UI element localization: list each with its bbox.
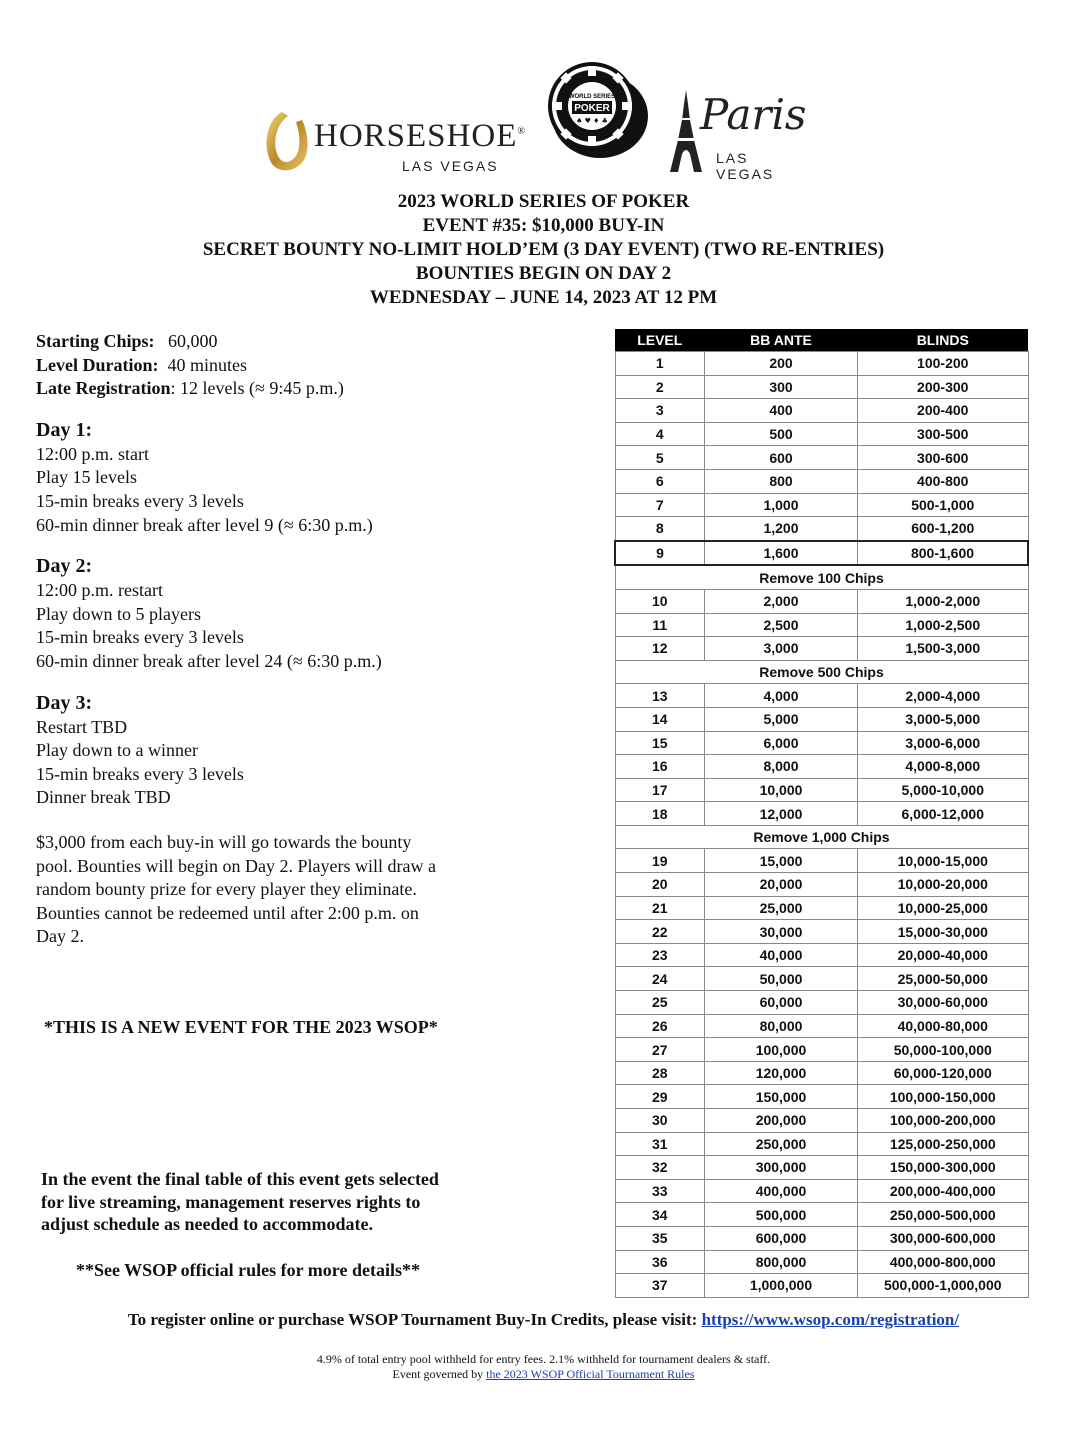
level-cell: 20 [615,873,705,897]
table-row [615,1085,1028,1109]
blinds-cell: 10,000-20,000 [858,873,1029,897]
blinds-cell: 300-600 [858,446,1029,470]
bb-ante-cell: 600,000 [705,1226,858,1250]
table-row [615,755,1028,779]
table-row [615,873,1028,897]
blind-structure-table [614,329,1029,1298]
fees-text: 4.9% of total entry pool withheld for entry fees. 2.1% withheld for tournament dealers & staff. [316,1352,771,1366]
bb-ante-cell: 1,600 [705,541,858,566]
blinds-cell: 1,000-2,000 [858,589,1029,613]
chip-removal-row [615,825,1028,849]
blinds-cell: 30,000-60,000 [858,991,1029,1015]
level-cell: 1 [615,352,705,376]
blinds-cell: 5,000-10,000 [858,778,1029,802]
table-row [615,1109,1028,1133]
level-cell: 27 [615,1038,705,1062]
table-row [615,637,1028,661]
bb-ante-cell: 300 [705,375,858,399]
level-cell: 28 [615,1061,705,1085]
day2-line: 15-min breaks every 3 levels [36,627,244,648]
see-rules-note: **See WSOP official rules for more details** [76,1260,420,1280]
blinds-cell: 250,000-500,000 [858,1203,1029,1227]
header-blinds: BLINDS [858,329,1029,352]
blinds-cell: 25,000-50,000 [858,967,1029,991]
day3-title: Day 3: [36,691,93,714]
table-row [615,541,1028,566]
bb-ante-cell: 400 [705,399,858,423]
chip-suits: ♠ ♥ ♦ ♣ [576,117,608,125]
level-cell: 15 [615,731,705,755]
day3-line: 15-min breaks every 3 levels [36,763,244,784]
blinds-cell: 10,000-25,000 [858,896,1029,920]
blinds-cell: 200,000-400,000 [858,1179,1029,1203]
blinds-cell: 500-1,000 [858,493,1029,517]
header-line-3: SECRET BOUNTY NO-LIMIT HOLD’EM (3 DAY EVENT) (TWO RE-ENTRIES) [202,239,885,260]
chip-main-text: POKER [574,103,610,114]
table-row [615,991,1028,1015]
day2-title: Day 2: [36,555,93,578]
table-row [615,375,1028,399]
official-rules-link[interactable]: the 2023 WSOP Official Tournament Rules [486,1367,695,1381]
chip-removal-note: Remove 500 Chips [615,660,1028,684]
level-cell: 22 [615,920,705,944]
chip-removal-row [615,660,1028,684]
bb-ante-cell: 1,200 [705,517,858,541]
blinds-cell: 200-300 [858,375,1029,399]
bb-ante-cell: 120,000 [705,1061,858,1085]
blinds-cell: 500,000-1,000,000 [858,1274,1029,1298]
level-cell: 17 [615,778,705,802]
bb-ante-cell: 20,000 [705,873,858,897]
bb-ante-cell: 15,000 [705,849,858,873]
blinds-cell: 1,500-3,000 [858,637,1029,661]
blinds-cell: 200-400 [858,399,1029,423]
level-cell: 26 [615,1014,705,1038]
blinds-cell: 400-800 [858,469,1029,493]
level-duration: Level Duration: 40 minutes [36,354,247,375]
stream-line: for live streaming, management reserves rights to [41,1191,421,1212]
event-details [36,330,596,949]
level-cell: 35 [615,1226,705,1250]
bb-ante-cell: 200,000 [705,1109,858,1133]
table-row [615,613,1028,637]
table-row [615,517,1028,541]
bb-ante-cell: 400,000 [705,1179,858,1203]
table-row [615,493,1028,517]
day2-line: 12:00 p.m. restart [36,580,163,601]
day1-line: Play 15 levels [36,467,137,488]
horseshoe-icon [262,110,312,174]
day3-line: Play down to a winner [36,740,198,761]
level-cell: 31 [615,1132,705,1156]
bb-ante-cell: 600 [705,446,858,470]
level-cell: 30 [615,1109,705,1133]
bb-ante-cell: 2,000 [705,589,858,613]
table-row [615,1038,1028,1062]
chip-top-text: WORLD SERIES [568,94,616,100]
bb-ante-cell: 50,000 [705,967,858,991]
level-cell: 12 [615,637,705,661]
table-body [615,352,1028,1298]
bb-ante-cell: 100,000 [705,1038,858,1062]
new-event-note: *THIS IS A NEW EVENT FOR THE 2023 WSOP* [44,1017,438,1037]
level-cell: 5 [615,446,705,470]
table-row [615,896,1028,920]
bb-ante-cell: 5,000 [705,707,858,731]
bb-ante-cell: 3,000 [705,637,858,661]
level-cell: 6 [615,469,705,493]
level-cell: 8 [615,517,705,541]
table-row [615,589,1028,613]
level-cell: 2 [615,375,705,399]
table-row [615,1203,1028,1227]
level-cell: 36 [615,1250,705,1274]
bb-ante-cell: 30,000 [705,920,858,944]
level-cell: 29 [615,1085,705,1109]
table-row [615,1014,1028,1038]
level-cell: 24 [615,967,705,991]
blinds-cell: 1,000-2,500 [858,613,1029,637]
level-cell: 32 [615,1156,705,1180]
day1-line: 12:00 p.m. start [36,443,149,464]
level-cell: 9 [615,541,705,566]
table-row [615,1274,1028,1298]
level-cell: 3 [615,399,705,423]
blinds-cell: 125,000-250,000 [858,1132,1029,1156]
bb-ante-cell: 4,000 [705,684,858,708]
bb-ante-cell: 1,000 [705,493,858,517]
paris-logo [660,90,807,182]
level-cell: 16 [615,755,705,779]
chip-removal-row [615,565,1028,589]
blinds-cell: 100,000-200,000 [858,1109,1029,1133]
day3-line: Dinner break TBD [36,787,171,808]
table-row [615,778,1028,802]
table-row [615,399,1028,423]
table-row [615,352,1028,376]
blinds-cell: 2,000-4,000 [858,684,1029,708]
table-row [615,731,1028,755]
table-row [615,684,1028,708]
header-line-4: BOUNTIES BEGIN ON DAY 2 [415,263,672,284]
blinds-cell: 100,000-150,000 [858,1085,1029,1109]
level-cell: 7 [615,493,705,517]
bb-ante-cell: 200 [705,352,858,376]
level-cell: 19 [615,849,705,873]
bb-ante-cell: 150,000 [705,1085,858,1109]
stream-line: adjust schedule as needed to accommodate. [41,1214,373,1234]
bb-ante-cell: 6,000 [705,731,858,755]
bb-ante-cell: 500 [705,422,858,446]
day3-line: Restart TBD [36,716,128,737]
blinds-cell: 4,000-8,000 [858,755,1029,779]
registration-link[interactable]: https://www.wsop.com/registration/ [701,1310,960,1329]
horseshoe-wordmark: HORSESHOE® [314,118,526,154]
header-line-1: 2023 WORLD SERIES OF POKER [397,191,690,212]
level-cell: 13 [615,684,705,708]
blinds-cell: 20,000-40,000 [858,943,1029,967]
header-bb-ante: BB ANTE [705,329,858,352]
bb-ante-cell: 80,000 [705,1014,858,1038]
header-line-2: EVENT #35: $10,000 BUY-IN [422,215,665,236]
blinds-cell: 800-1,600 [858,541,1029,566]
chip-removal-note: Remove 100 Chips [615,565,1028,589]
day2-line: Play down to 5 players [36,603,201,624]
level-cell: 10 [615,589,705,613]
blinds-cell: 150,000-300,000 [858,1156,1029,1180]
registration-footer [0,1310,1087,1330]
bounty-description [36,831,596,949]
table-row [615,849,1028,873]
level-cell: 4 [615,422,705,446]
bounty-line: pool. Bounties will begin on Day 2. Players will draw a [36,855,436,876]
level-cell: 34 [615,1203,705,1227]
day2-line: 60-min dinner break after level 24 (≈ 6:30 p.m.) [36,650,382,671]
blinds-cell: 50,000-100,000 [858,1038,1029,1062]
logo-bar [0,60,1087,185]
table-row [615,1061,1028,1085]
blinds-cell: 300,000-600,000 [858,1226,1029,1250]
table-row [615,707,1028,731]
bb-ante-cell: 25,000 [705,896,858,920]
bb-ante-cell: 500,000 [705,1203,858,1227]
governed-line: Event governed by the 2023 WSOP Official Tournament Rules [392,1367,695,1381]
bb-ante-cell: 10,000 [705,778,858,802]
level-cell: 37 [615,1274,705,1298]
event-header [0,190,1087,310]
paris-wordmark: Paris [700,90,807,139]
chip-removal-note: Remove 1,000 Chips [615,825,1028,849]
register-text: To register online or purchase WSOP Tournament Buy-In Credits, please visit: [127,1310,702,1329]
starting-chips: Starting Chips: 60,000 [36,331,218,351]
table-row [615,446,1028,470]
horseshoe-subtitle: LAS VEGAS [402,158,499,174]
blinds-cell: 600-1,200 [858,517,1029,541]
wsop-chip-logo [540,60,652,160]
blinds-cell: 300-500 [858,422,1029,446]
table-row [615,1226,1028,1250]
bounty-line: $3,000 from each buy-in will go towards the bounty [36,831,412,852]
bb-ante-cell: 40,000 [705,943,858,967]
table-row [615,920,1028,944]
table-row [615,1156,1028,1180]
bb-ante-cell: 2,500 [705,613,858,637]
blinds-cell: 100-200 [858,352,1029,376]
bb-ante-cell: 800 [705,469,858,493]
paris-subtitle: LAS VEGAS [716,150,775,182]
blinds-cell: 40,000-80,000 [858,1014,1029,1038]
day1-title: Day 1: [36,418,93,441]
stream-line: In the event the final table of this event gets selected [41,1169,439,1189]
level-cell: 14 [615,707,705,731]
bb-ante-cell: 300,000 [705,1156,858,1180]
table-row [615,1132,1028,1156]
bb-ante-cell: 800,000 [705,1250,858,1274]
blinds-cell: 400,000-800,000 [858,1250,1029,1274]
bb-ante-cell: 250,000 [705,1132,858,1156]
level-cell: 18 [615,802,705,826]
level-cell: 25 [615,991,705,1015]
blinds-cell: 6,000-12,000 [858,802,1029,826]
blinds-cell: 15,000-30,000 [858,920,1029,944]
header-level: LEVEL [615,329,705,352]
level-cell: 11 [615,613,705,637]
table-row [615,802,1028,826]
blinds-cell: 60,000-120,000 [858,1061,1029,1085]
day1-line: 60-min dinner break after level 9 (≈ 6:30 p.m.) [36,514,373,535]
late-registration: Late Registration: 12 levels (≈ 9:45 p.m.) [36,378,344,399]
bounty-line: Bounties cannot be redeemed until after 2:00 p.m. on [36,902,419,923]
horseshoe-logo [262,110,526,180]
bounty-line: random bounty prize for every player they eliminate. [36,879,417,900]
blinds-cell: 3,000-6,000 [858,731,1029,755]
bb-ante-cell: 60,000 [705,991,858,1015]
bb-ante-cell: 12,000 [705,802,858,826]
table-row [615,1250,1028,1274]
bb-ante-cell: 1,000,000 [705,1274,858,1298]
level-cell: 23 [615,943,705,967]
fine-print [0,1352,1087,1382]
level-cell: 21 [615,896,705,920]
table-row [615,1179,1028,1203]
bb-ante-cell: 8,000 [705,755,858,779]
bounty-line: Day 2. [36,926,84,947]
table-row [615,422,1028,446]
table-row [615,943,1028,967]
table-row [615,469,1028,493]
day1-line: 15-min breaks every 3 levels [36,490,244,511]
table-header-row [615,329,1028,352]
table-row [615,967,1028,991]
blinds-cell: 3,000-5,000 [858,707,1029,731]
streaming-note [41,1168,521,1236]
blinds-cell: 10,000-15,000 [858,849,1029,873]
header-line-5: WEDNESDAY – JUNE 14, 2023 AT 12 PM [369,287,718,308]
level-cell: 33 [615,1179,705,1203]
